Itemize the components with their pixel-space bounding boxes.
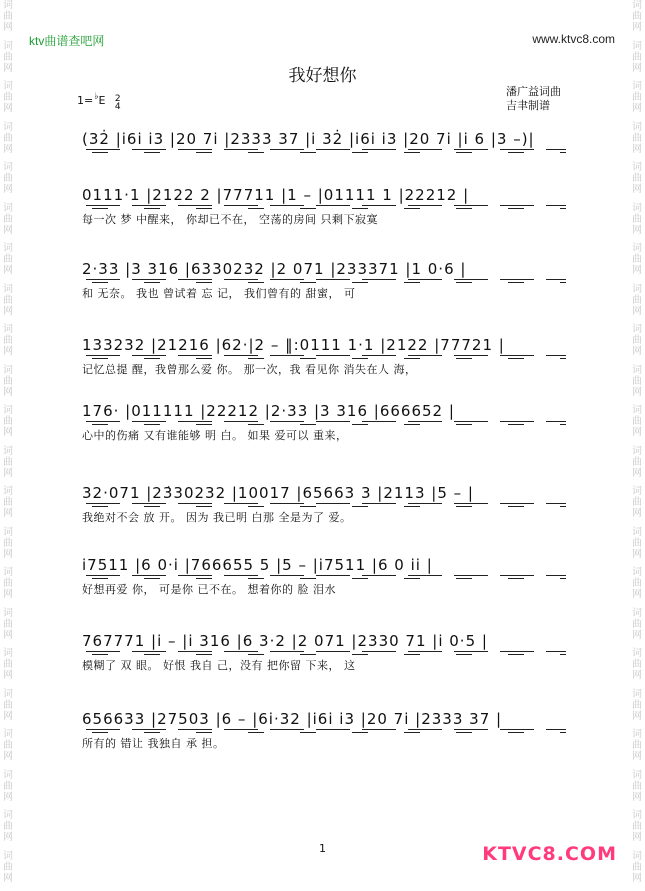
watermark-char: 曲 [3, 254, 13, 265]
beam-underlines [82, 729, 566, 734]
notation-row: 0111·1 |2122 2 |77711 |1 – |01111 1 |22212 | [82, 186, 470, 204]
credits [506, 85, 561, 113]
beam-underlines [82, 651, 566, 656]
lyric-row: 记忆总提 醒，我曾那么爱 你。 那一次，我 看见你 消失在人 海， [82, 363, 417, 376]
watermark-char: 曲 [3, 780, 13, 792]
watermark-char: 网 [632, 589, 642, 600]
watermark-char: 曲 [632, 375, 642, 387]
lyric-row: 我绝对不会 放 开。 因为 我已明 白那 全是为了 爱。 [82, 511, 352, 524]
watermark-char: 词 [632, 121, 642, 133]
watermark-char: 曲 [632, 213, 642, 225]
watermark-char: 词 [632, 486, 642, 497]
watermark-char: 曲 [632, 699, 642, 711]
watermark-char: 词 [632, 162, 642, 173]
watermark-char: 网 [3, 832, 13, 843]
watermark-char: 网 [632, 508, 642, 519]
watermark-char: 网 [3, 346, 13, 357]
watermark-char: 曲 [632, 618, 642, 630]
watermark-char: 网 [3, 710, 13, 722]
watermark-char: 网 [3, 305, 13, 317]
watermark-char: 词 [632, 40, 642, 52]
site-url-right[interactable]: www.ktvc8.com [532, 32, 615, 46]
key-prefix: 1= [77, 94, 94, 107]
watermark-char: 曲 [632, 335, 642, 346]
key-note: E [98, 94, 106, 107]
watermark-char: 网 [3, 548, 13, 560]
staff-line [82, 336, 566, 382]
notation-row: 2·33 |3 316 |6330232 |2 071 |233371 |1 0·6 | [82, 260, 467, 278]
watermark-char: 网 [632, 103, 642, 114]
staff-line [82, 632, 566, 678]
watermark-char: 词 [3, 607, 13, 619]
flat-symbol: ♭ [94, 92, 99, 102]
watermark-char: 词 [632, 81, 642, 92]
watermark-char: 曲 [632, 294, 642, 306]
page-number: 1 [319, 842, 326, 855]
watermark-char: 词 [3, 324, 13, 335]
beam-underlines [82, 575, 566, 580]
watermark-char: 曲 [3, 578, 13, 589]
watermark-char: 词 [632, 850, 642, 862]
watermark-char: 网 [632, 467, 642, 479]
watermark-char: 曲 [632, 861, 642, 873]
watermark-char: 网 [632, 265, 642, 276]
notation-row: i7511 |6 0·i |766655 5 |5 – |i7511 |6 0 ii | [82, 556, 433, 574]
beam-underlines [82, 355, 566, 360]
watermark-char: 网 [632, 62, 642, 74]
watermark-char: 曲 [632, 416, 642, 427]
watermark-char: 网 [3, 427, 13, 438]
watermark-char: 词 [632, 243, 642, 254]
watermark-char: 词 [3, 202, 13, 214]
notation-row: 656633 |27503 |6 – |6i·32 |i6i i3 |20 7i |2333 37 | [82, 710, 503, 728]
watermark-char: 曲 [632, 659, 642, 670]
watermark-char: 曲 [3, 861, 13, 873]
watermark-char: 词 [3, 688, 13, 700]
watermark-char: 曲 [632, 537, 642, 549]
watermark-char: 网 [3, 791, 13, 803]
watermark-char: 词 [632, 364, 642, 376]
ktvc8-logo: KTVC8.COM [482, 843, 617, 865]
watermark-char: 网 [632, 670, 642, 681]
watermark-char: 网 [3, 589, 13, 600]
staff-line [82, 710, 566, 756]
watermark-char: 网 [632, 386, 642, 398]
watermark-char: 曲 [632, 456, 642, 468]
watermark-char: 曲 [3, 821, 13, 832]
lyric-row: 心中的伤痛 又有谁能够 明 白。 如果 爱可以 重来， [82, 429, 348, 442]
staff-line [82, 402, 566, 448]
watermark-char: 词 [3, 648, 13, 659]
staff-line [82, 186, 566, 232]
watermark-char: 词 [3, 810, 13, 821]
watermark-char: 词 [632, 729, 642, 740]
watermark-char: 词 [632, 648, 642, 659]
watermark-left [1, 0, 15, 891]
watermark-char: 词 [3, 283, 13, 295]
credit-composer: 潘广益词曲 [506, 85, 561, 98]
watermark-char: 曲 [3, 618, 13, 630]
watermark-char: 曲 [3, 537, 13, 549]
watermark-char: 网 [3, 224, 13, 236]
watermark-char: 词 [3, 445, 13, 457]
watermark-char: 网 [632, 832, 642, 843]
watermark-char: 曲 [632, 51, 642, 63]
watermark-char: 曲 [3, 173, 13, 184]
watermark-char: 词 [3, 769, 13, 781]
site-name-left[interactable]: ktv曲谱查吧网 [29, 34, 105, 48]
watermark-char: 网 [632, 346, 642, 357]
watermark-char: 网 [632, 710, 642, 722]
watermark-char: 词 [3, 526, 13, 538]
watermark-char: 曲 [632, 132, 642, 144]
lyric-row: 每一次 梦 中醒来， 你却已不在， 空荡的房间 只剩下寂寞 [82, 213, 378, 226]
watermark-char: 网 [3, 629, 13, 641]
watermark-char: 网 [632, 629, 642, 641]
watermark-char: 网 [3, 508, 13, 519]
watermark-char: 词 [632, 810, 642, 821]
beam-underlines [82, 279, 566, 284]
watermark-char: 网 [3, 670, 13, 681]
watermark-char: 网 [3, 751, 13, 762]
watermark-char: 词 [632, 567, 642, 578]
watermark-char: 词 [3, 850, 13, 862]
watermark-char: 词 [632, 688, 642, 700]
notation-row: (32̇ |i6i i3 |20 7i |2333 37 |i 32̇ |i6i i3 |20 7i |i 6 |3 –)| [82, 130, 535, 148]
watermark-char: 词 [3, 243, 13, 254]
watermark-char: 曲 [3, 132, 13, 144]
watermark-char: 词 [632, 769, 642, 781]
watermark-char: 网 [3, 22, 13, 33]
lyric-row: 好想再爱 你， 可是你 已不在。 想着你的 脸 泪水 [82, 583, 336, 596]
beam-underlines [82, 421, 566, 426]
key-signature [77, 92, 121, 111]
watermark-char: 曲 [632, 173, 642, 184]
watermark-char: 曲 [3, 416, 13, 427]
watermark-char: 词 [632, 607, 642, 619]
watermark-char: 词 [3, 405, 13, 416]
watermark-char: 曲 [3, 51, 13, 63]
staff-line [82, 130, 566, 176]
lyric-row: 所有的 错让 我独自 承 担。 [82, 737, 225, 750]
watermark-char: 曲 [632, 740, 642, 751]
watermark-char: 曲 [3, 740, 13, 751]
time-signature [115, 95, 121, 111]
notation-row: 767771 |i – |i 316 |6 3·2 |2 071 |2330 71 |i 0·5 | [82, 632, 488, 650]
staff-line [82, 484, 566, 530]
watermark-char: 网 [3, 386, 13, 398]
time-num: 2 [114, 94, 121, 104]
watermark-char: 网 [632, 184, 642, 195]
watermark-char: 词 [632, 526, 642, 538]
watermark-char: 曲 [3, 497, 13, 508]
watermark-char: 网 [632, 224, 642, 236]
watermark-char: 词 [3, 40, 13, 52]
notation-row: 133232 |21216 |62·|2 – ‖:0111 1·1 |2122 |77721 | [82, 336, 505, 354]
song-title: 我好想你 [288, 66, 357, 86]
lyric-row: 和 无奈。 我也 曾试着 忘 记， 我们曾有的 甜蜜， 可 [82, 287, 356, 300]
watermark-char: 曲 [3, 11, 13, 22]
watermark-char: 词 [3, 162, 13, 173]
watermark-char: 词 [632, 202, 642, 214]
watermark-char: 曲 [632, 821, 642, 832]
staff-line [82, 556, 566, 602]
watermark-char: 词 [632, 445, 642, 457]
watermark-char: 曲 [3, 92, 13, 103]
watermark-char: 曲 [632, 497, 642, 508]
watermark-char: 词 [632, 405, 642, 416]
watermark-char: 曲 [632, 92, 642, 103]
watermark-char: 词 [3, 729, 13, 740]
watermark-char: 曲 [3, 456, 13, 468]
notation-row: 176· |011111 |22212 |2·33 |3 316 |666652 | [82, 402, 455, 420]
watermark-char: 网 [632, 791, 642, 803]
watermark-char: 网 [632, 751, 642, 762]
watermark-char: 网 [632, 305, 642, 317]
watermark-char: 曲 [632, 254, 642, 265]
watermark-char: 词 [3, 486, 13, 497]
watermark-char: 网 [3, 62, 13, 74]
staff-line [82, 260, 566, 306]
watermark-char: 网 [3, 872, 13, 884]
watermark-char: 曲 [3, 375, 13, 387]
watermark-char: 词 [3, 364, 13, 376]
watermark-char: 网 [3, 265, 13, 276]
watermark-char: 词 [3, 0, 13, 11]
watermark-char: 网 [632, 872, 642, 884]
credit-transcriber: 吉聿制谱 [506, 99, 550, 112]
watermark-char: 网 [632, 22, 642, 33]
notation-row: 32·071 |23̇30232 |10017 |65663 3 |2113 |5 – | [82, 484, 474, 502]
watermark-char: 词 [3, 121, 13, 133]
watermark-char: 网 [3, 467, 13, 479]
watermark-char: 曲 [632, 11, 642, 22]
watermark-char: 网 [632, 427, 642, 438]
watermark-char: 词 [3, 567, 13, 578]
watermark-right [630, 0, 644, 891]
watermark-char: 词 [632, 324, 642, 335]
watermark-char: 曲 [3, 659, 13, 670]
watermark-char: 词 [632, 0, 642, 11]
lyric-row: 模糊了 双 眼。 好恨 我自 己，没有 把你留 下来， 这 [82, 659, 356, 672]
beam-underlines [82, 503, 566, 508]
beam-underlines [82, 205, 566, 210]
watermark-char: 曲 [3, 335, 13, 346]
watermark-char: 网 [3, 184, 13, 195]
watermark-char: 曲 [3, 294, 13, 306]
watermark-char: 词 [3, 81, 13, 92]
watermark-char: 词 [632, 283, 642, 295]
watermark-char: 网 [632, 143, 642, 155]
watermark-char: 曲 [632, 780, 642, 792]
watermark-char: 网 [632, 548, 642, 560]
beam-underlines [82, 149, 566, 154]
watermark-char: 曲 [3, 213, 13, 225]
time-den: 4 [114, 102, 121, 112]
watermark-char: 网 [3, 143, 13, 155]
watermark-char: 曲 [3, 699, 13, 711]
watermark-char: 网 [3, 103, 13, 114]
watermark-char: 曲 [632, 578, 642, 589]
